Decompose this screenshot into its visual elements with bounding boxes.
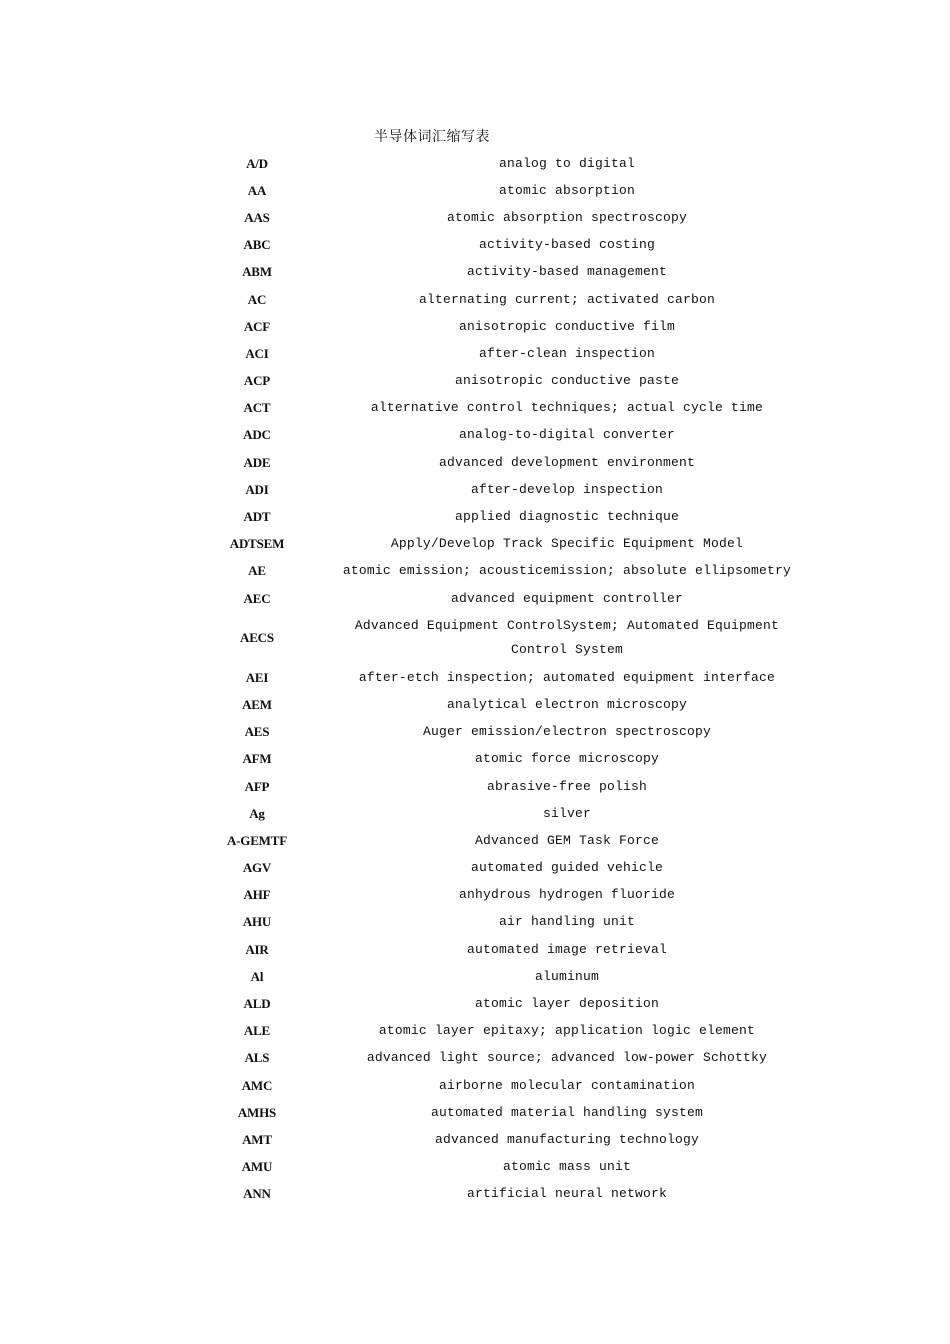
table-row — [200, 664, 820, 691]
definition-cell: atomic layer epitaxy; application logic element — [378, 1023, 755, 1039]
definition-cell: airborne molecular contamination — [438, 1077, 695, 1093]
abbreviation-cell: ADT — [243, 509, 271, 525]
abbreviation-cell: AHF — [243, 887, 271, 903]
definition-cell: artificial neural network — [466, 1186, 667, 1202]
table-row — [200, 1181, 820, 1208]
table-row — [200, 232, 820, 259]
abbreviation-cell: ADTSEM — [229, 536, 285, 552]
abbreviation-cell: ADI — [245, 481, 269, 497]
table-row — [200, 827, 820, 854]
abbreviation-cell: AA — [247, 182, 267, 198]
abbreviation-cell: ABM — [242, 264, 272, 280]
abbreviation-cell: A/D — [246, 155, 268, 171]
definition-cell: after-etch inspection; automated equipment interface — [358, 669, 775, 685]
definition-cell: atomic mass unit — [502, 1159, 631, 1175]
abbreviation-cell: ADE — [243, 454, 271, 470]
table-row — [200, 449, 820, 476]
definition-cell: anisotropic conductive paste — [454, 373, 679, 389]
table-row — [200, 150, 820, 177]
table-row — [200, 1072, 820, 1099]
table-row — [200, 503, 820, 530]
table-row — [200, 259, 820, 286]
abbreviation-table — [200, 150, 820, 1208]
definition-cell: Apply/Develop Track Specific Equipment Model — [390, 536, 743, 552]
abbreviation-cell: AECS — [240, 630, 274, 646]
abbreviation-cell: AFM — [242, 751, 272, 767]
definition-cell: atomic force microscopy — [474, 751, 659, 767]
table-row — [200, 204, 820, 231]
table-row — [200, 395, 820, 422]
abbreviation-cell: Al — [250, 968, 264, 984]
abbreviation-cell: ADC — [243, 427, 271, 443]
abbreviation-cell: AEM — [242, 696, 272, 712]
definition-cell: alternative control techniques; actual cycle time — [370, 400, 763, 416]
definition-cell: after-develop inspection — [470, 481, 663, 497]
abbreviation-cell: A-GEMTF — [226, 832, 287, 848]
abbreviation-cell: AAS — [244, 209, 270, 225]
definition-cell: abrasive-free polish — [486, 778, 647, 794]
page-title: 半导体词汇缩写表 — [374, 129, 490, 145]
abbreviation-cell: ACT — [243, 400, 271, 416]
definition-cell: anisotropic conductive film — [458, 318, 675, 334]
table-row — [200, 882, 820, 909]
abbreviation-cell: AHU — [242, 914, 272, 930]
definition-cell: aluminum — [534, 968, 599, 984]
table-row — [200, 719, 820, 746]
table-row — [200, 691, 820, 718]
definition-cell: alternating current; activated carbon — [418, 291, 715, 307]
table-row — [200, 746, 820, 773]
definition-cell: advanced development environment — [438, 454, 695, 470]
definition-cell: air handling unit — [498, 914, 635, 930]
table-row — [200, 990, 820, 1017]
definition-cell: after-clean inspection — [478, 345, 655, 361]
definition-cell: atomic emission; acousticemission; absolute ellipsometry — [342, 563, 791, 579]
table-row — [200, 368, 820, 395]
definition-cell: automated image retrieval — [466, 941, 667, 957]
abbreviation-cell: ABC — [243, 237, 271, 253]
table-row — [200, 1018, 820, 1045]
abbreviation-cell: AEI — [245, 669, 269, 685]
abbreviation-cell: Ag — [249, 805, 265, 821]
abbreviation-cell: AFP — [244, 778, 270, 794]
abbreviation-cell: AE — [248, 563, 266, 579]
abbreviation-cell: ACP — [243, 373, 271, 389]
abbreviation-cell: AMHS — [237, 1104, 277, 1120]
definition-cell: silver — [542, 805, 591, 821]
abbreviation-cell: AMC — [241, 1077, 273, 1093]
abbreviation-cell: ALS — [244, 1050, 270, 1066]
table-row — [200, 476, 820, 503]
definition-cell: activity-based costing — [478, 237, 655, 253]
abbreviation-cell: AC — [247, 291, 267, 307]
table-row — [200, 313, 820, 340]
table-row — [200, 1154, 820, 1181]
definition-cell: analog to digital — [498, 155, 635, 171]
abbreviation-cell: AES — [244, 724, 270, 740]
table-row — [200, 612, 820, 664]
table-row — [200, 1099, 820, 1126]
definition-cell: atomic absorption spectroscopy — [446, 209, 687, 225]
definition-cell: analog-to-digital converter — [458, 427, 675, 443]
definition-cell: applied diagnostic technique — [454, 509, 679, 525]
abbreviation-cell: ACI — [245, 345, 269, 361]
table-row — [200, 855, 820, 882]
abbreviation-table-body — [200, 150, 820, 1208]
abbreviation-cell: ACF — [243, 318, 271, 334]
table-row — [200, 340, 820, 367]
table-row — [200, 800, 820, 827]
table-row — [200, 1126, 820, 1153]
abbreviation-cell: ANN — [243, 1186, 271, 1202]
definition-cell: automated material handling system — [430, 1104, 703, 1120]
abbreviation-cell: ALE — [243, 1023, 271, 1039]
definition-cell: advanced manufacturing technology — [434, 1131, 699, 1147]
table-row — [200, 909, 820, 936]
definition-cell: automated guided vehicle — [470, 860, 663, 876]
table-row — [200, 422, 820, 449]
abbreviation-cell: AIR — [245, 941, 269, 957]
definition-cell: Auger emission/electron spectroscopy — [422, 724, 711, 740]
definition-cell: anhydrous hydrogen fluoride — [458, 887, 675, 903]
table-row — [200, 963, 820, 990]
definition-cell: atomic layer deposition — [474, 996, 659, 1012]
definition-cell: advanced light source; advanced low-power Schottky — [366, 1050, 767, 1066]
definition-cell: activity-based management — [466, 264, 667, 280]
definition-cell: atomic absorption — [498, 182, 635, 198]
definition-cell: Advanced GEM Task Force — [474, 832, 659, 848]
table-row — [200, 177, 820, 204]
table-row — [200, 286, 820, 313]
definition-cell: analytical electron microscopy — [446, 696, 687, 712]
abbreviation-cell: AEC — [243, 590, 271, 606]
definition-cell: advanced equipment controller — [450, 590, 683, 606]
abbreviation-cell: AGV — [242, 860, 272, 876]
abbreviation-cell: ALD — [243, 996, 271, 1012]
table-row — [200, 531, 820, 558]
table-row — [200, 773, 820, 800]
table-row — [200, 936, 820, 963]
table-row — [200, 1045, 820, 1072]
table-row — [200, 585, 820, 612]
abbreviation-cell: AMU — [241, 1159, 273, 1175]
definition-cell: Advanced Equipment ControlSystem; Automated Equipment Control System — [354, 618, 779, 658]
abbreviation-cell: AMT — [242, 1131, 272, 1147]
table-row — [200, 558, 820, 585]
